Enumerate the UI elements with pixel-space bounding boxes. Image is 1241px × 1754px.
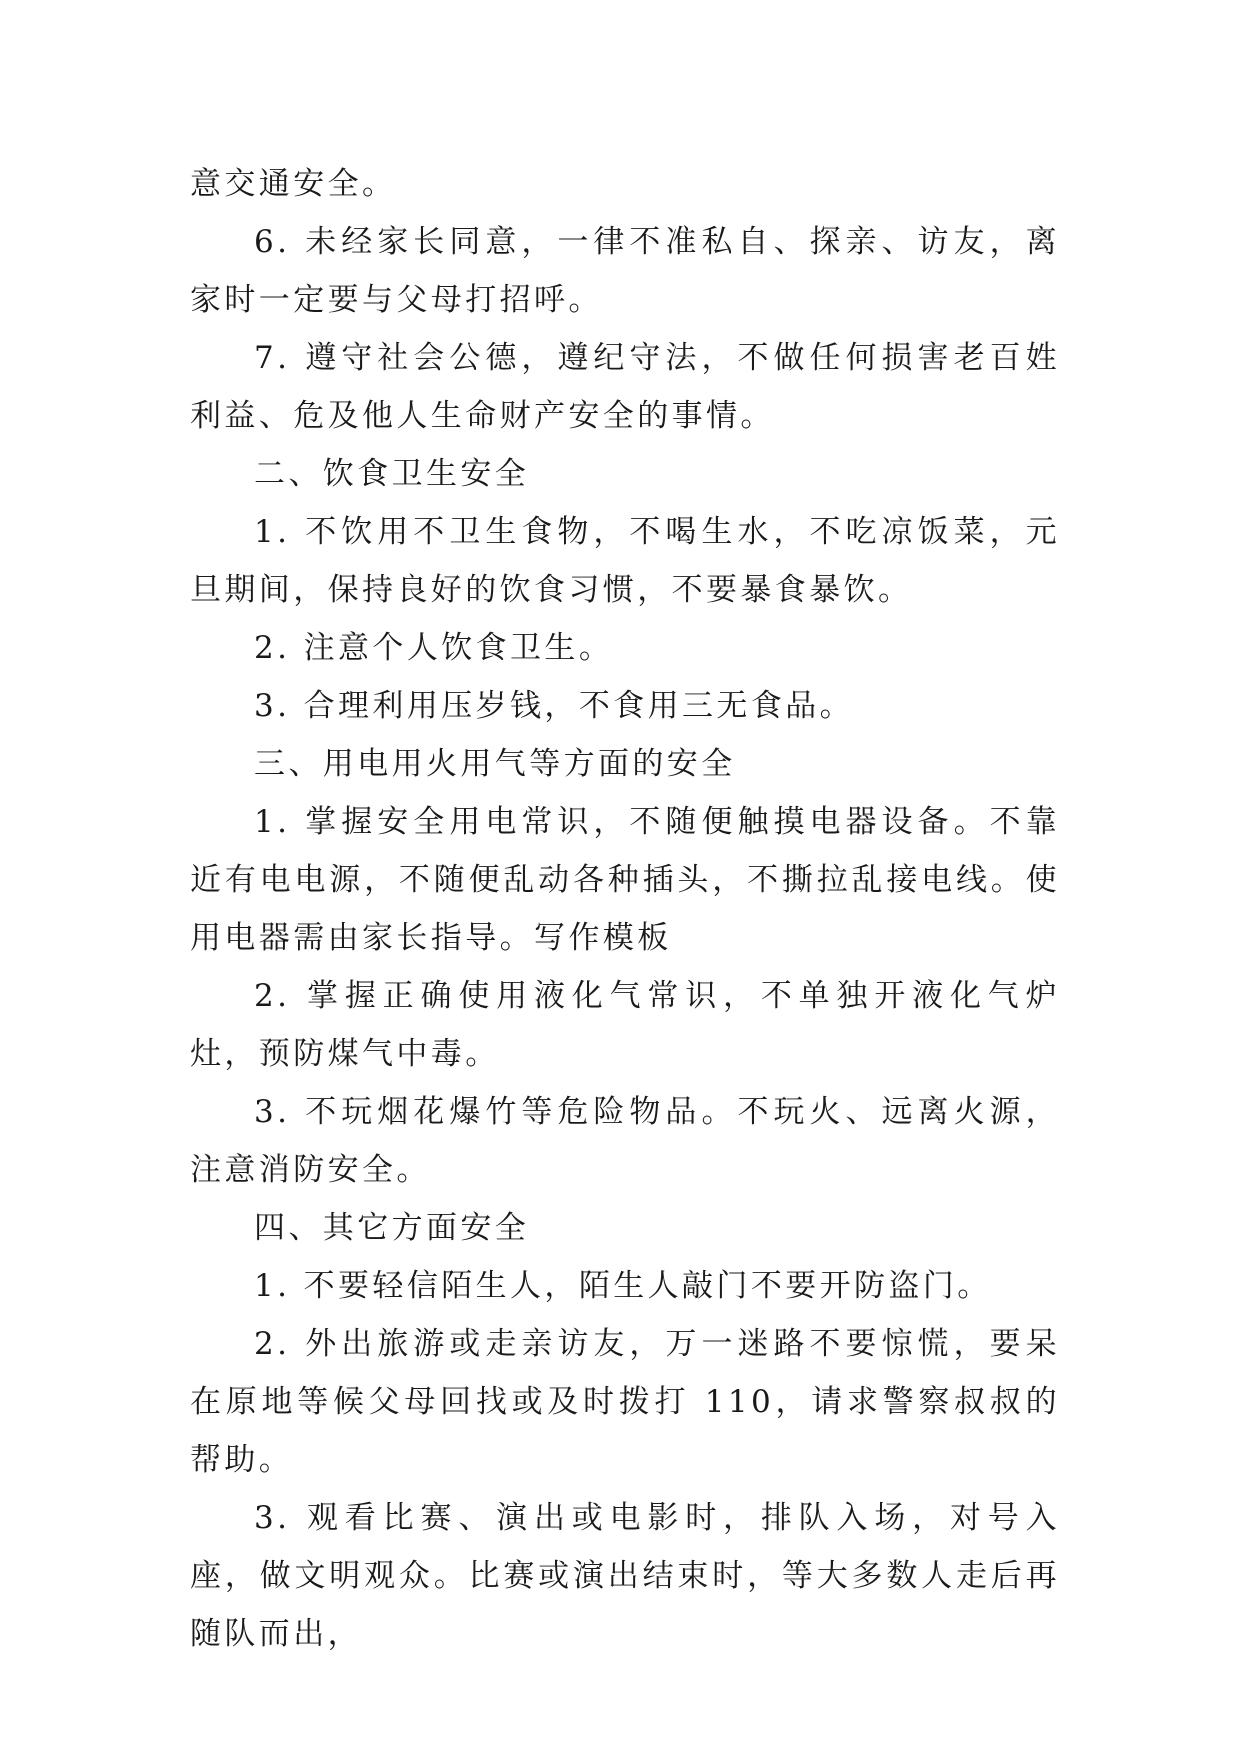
paragraph: 3. 合理利用压岁钱，不食用三无食品。 (254, 688, 855, 724)
paragraph: 意交通安全。 (190, 166, 397, 202)
section-heading: 三、用电用火用气等方面的安全 (254, 746, 736, 782)
document-body (190, 155, 1060, 1663)
paragraph: 2. 外出旅游或走亲访友，万一迷路不要惊慌，要呆在原地等候父母回找或及时拨打 110，请求警察叔叔的帮助。 (190, 1326, 1060, 1478)
paragraph: 3. 观看比赛、演出或电影时，排队入场，对号入座，做文明观众。比赛或演出结束时，等大多数人走后再随队而出， (190, 1500, 1060, 1652)
paragraph: 2. 注意个人饮食卫生。 (254, 630, 614, 666)
paragraph: 1. 掌握安全用电常识，不随便触摸电器设备。不靠近有电电源，不随便乱动各种插头，不撕拉乱接电线。使用电器需由家长指导。写作模板 (190, 804, 1060, 956)
paragraph: 2. 掌握正确使用液化气常识，不单独开液化气炉灶，预防煤气中毒。 (190, 978, 1060, 1072)
section-heading: 四、其它方面安全 (254, 1210, 530, 1246)
paragraph: 1. 不饮用不卫生食物，不喝生水，不吃凉饭菜，元旦期间，保持良好的饮食习惯，不要暴食暴饮。 (190, 514, 1060, 608)
paragraph: 1. 不要轻信陌生人，陌生人敲门不要开防盗门。 (254, 1268, 992, 1304)
section-heading: 二、饮食卫生安全 (254, 456, 530, 492)
paragraph: 3. 不玩烟花爆竹等危险物品。不玩火、远离火源，注意消防安全。 (190, 1094, 1060, 1188)
paragraph: 6. 未经家长同意，一律不准私自、探亲、访友，离家时一定要与父母打招呼。 (190, 224, 1060, 318)
paragraph: 7. 遵守社会公德，遵纪守法，不做任何损害老百姓利益、危及他人生命财产安全的事情。 (190, 340, 1060, 434)
